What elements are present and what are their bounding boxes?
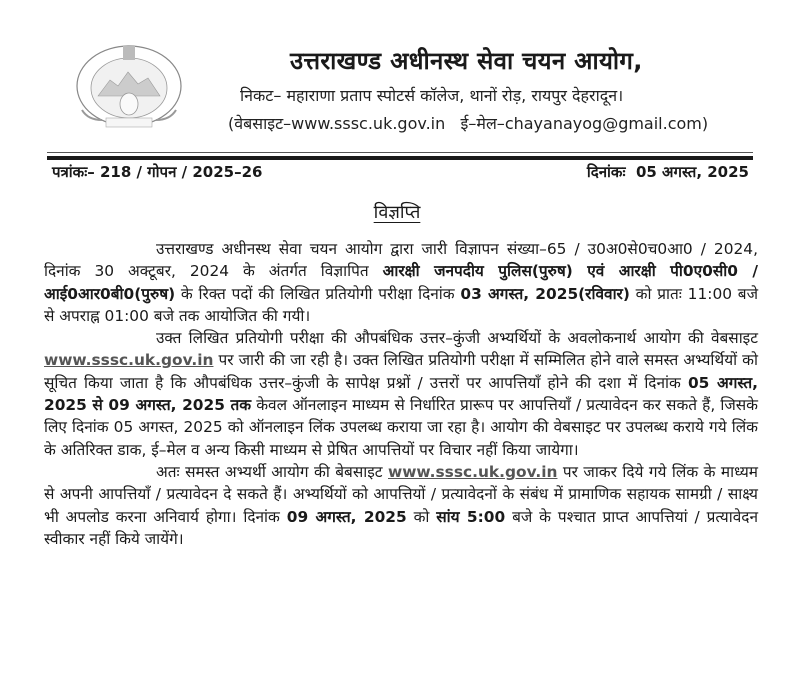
paragraph-3 <box>44 461 758 550</box>
para2-text-3: केवल ऑनलाइन माध्यम से निर्धारित प्रारूप पर आपत्तियाँ / प्रत्यावेदन कर सकते हैं, जिसके लिए दिनांक 05 अगस्त, 2025 को ऑनलाइन लिंक उपलब्ध कराया जा रहा है। आयोग की वेबसाइट पर उपलब्ध कराये गये लिंक के अतिरिक्त डाक, ई–मेल व अन्य किसी माध्यम से प्रेषित आपत्तियों पर विचार नहीं किया जायेगा। <box>44 396 758 459</box>
notice-body <box>44 238 758 550</box>
para3-text-2: पर जाकर दिये गये लिंक के माध्यम से अपनी आपत्तियाँ / प्रत्यावेदन दे सकते हैं। अभ्यर्थियों को आपत्तियों / प्रत्यावेदनों के संबंध में प्रामाणिक सहायक सामग्री / साक्ष्य भी अपलोड करना अनिवार्य होगा। दिनांक <box>44 462 758 526</box>
para1-text-2: के रिक्त पदों की लिखित प्रतियोगी परीक्षा दिनांक <box>175 284 461 303</box>
objection-window: 05 अगस्त, 2025 से 09 अगस्त, 2025 तक <box>44 373 758 415</box>
paragraph-2 <box>44 327 758 461</box>
commission-contact <box>228 112 708 134</box>
contact-suffix: ) <box>701 114 709 133</box>
emblem-icon <box>68 40 190 132</box>
commission-address: निकट– महाराणा प्रताप स्पोटर्स कॉलेज, थानों रोड़, रायपुर देहरादून। <box>240 86 624 105</box>
paragraph-1 <box>44 238 758 327</box>
letter-date-value: 05 अगस्त, 2025 <box>635 163 749 181</box>
deadline-date: 09 अगस्त, 2025 <box>286 507 407 526</box>
contact-prefix: (वेबसाइट– <box>228 114 292 133</box>
deadline-time: सांय 5:00 <box>436 507 506 526</box>
letter-date <box>587 162 749 182</box>
letter-number-value: 218 / गोपन / 2025–26 <box>99 163 263 181</box>
para2-text-2: पर जारी की जा रही है। उक्त लिखित प्रतियोगी परीक्षा में सम्मिलित होने वाले समस्त अभ्यर्थियों को सूचित किया जाता है कि औपबंधिक उत्तर–कुंजी के सापेक्ष प्रश्नों / उत्तरों पर आपत्तियाँ होने की दशा में दिनांक <box>44 351 758 392</box>
website-link[interactable]: www.sssc.uk.gov.in <box>291 114 446 133</box>
website-link[interactable]: www.sssc.uk.gov.in <box>388 462 558 481</box>
letter-number-label: पत्रांकः– <box>52 163 95 181</box>
para3-text-1: अतः समस्त अभ्यर्थी आयोग की बेबसाइट <box>156 462 388 481</box>
commission-logo <box>68 40 190 132</box>
email-link[interactable]: chayanayog@gmail.com <box>504 114 702 133</box>
notice-heading <box>0 200 794 224</box>
email-prefix: ई–मेल– <box>460 114 505 133</box>
notice-title: विज्ञप्ति <box>373 202 421 223</box>
para1-post-names: आरक्षी जनपदीय पुलिस(पुरुष) एवं आरक्षी पी0ए0सी0 / आई0आर0बी0(पुरुष) <box>44 262 758 303</box>
letter-date-label: दिनांकः <box>586 163 626 181</box>
header-divider-thick <box>47 156 753 160</box>
para1-text-3: को प्रातः 11:00 बजे से अपराह्न 01:00 बजे तक आयोजित की गयी। <box>44 284 759 325</box>
para1-text-1: उत्तराखण्ड अधीनस्थ सेवा चयन आयोग द्वारा जारी विज्ञापन संख्या–65 / उ0अ0से0च0आ0 / 2024, दिनांक 30 अक्टूबर, 2024 के अंतर्गत विज्ञापित <box>44 240 758 281</box>
header-divider-thin <box>47 152 753 153</box>
commission-name: उत्तराखण्ड अधीनस्थ सेवा चयन आयोग, <box>290 47 643 75</box>
letter-number <box>52 162 262 182</box>
para3-text-3: को <box>406 507 437 526</box>
website-link[interactable]: www.sssc.uk.gov.in <box>44 351 214 370</box>
para2-text-1: उक्त लिखित प्रतियोगी परीक्षा की औपबंधिक उत्तर–कुंजी अभ्यर्थियों के अवलोकनार्थ आयोग की वेबसाइट <box>156 329 758 348</box>
para3-text-4: बजे के पश्चात प्राप्त आपत्तियां / प्रत्यावेदन स्वीकार नहीं किये जायेंगे। <box>44 507 758 548</box>
para1-exam-date: 03 अगस्त, 2025(रविवार) <box>460 284 630 303</box>
